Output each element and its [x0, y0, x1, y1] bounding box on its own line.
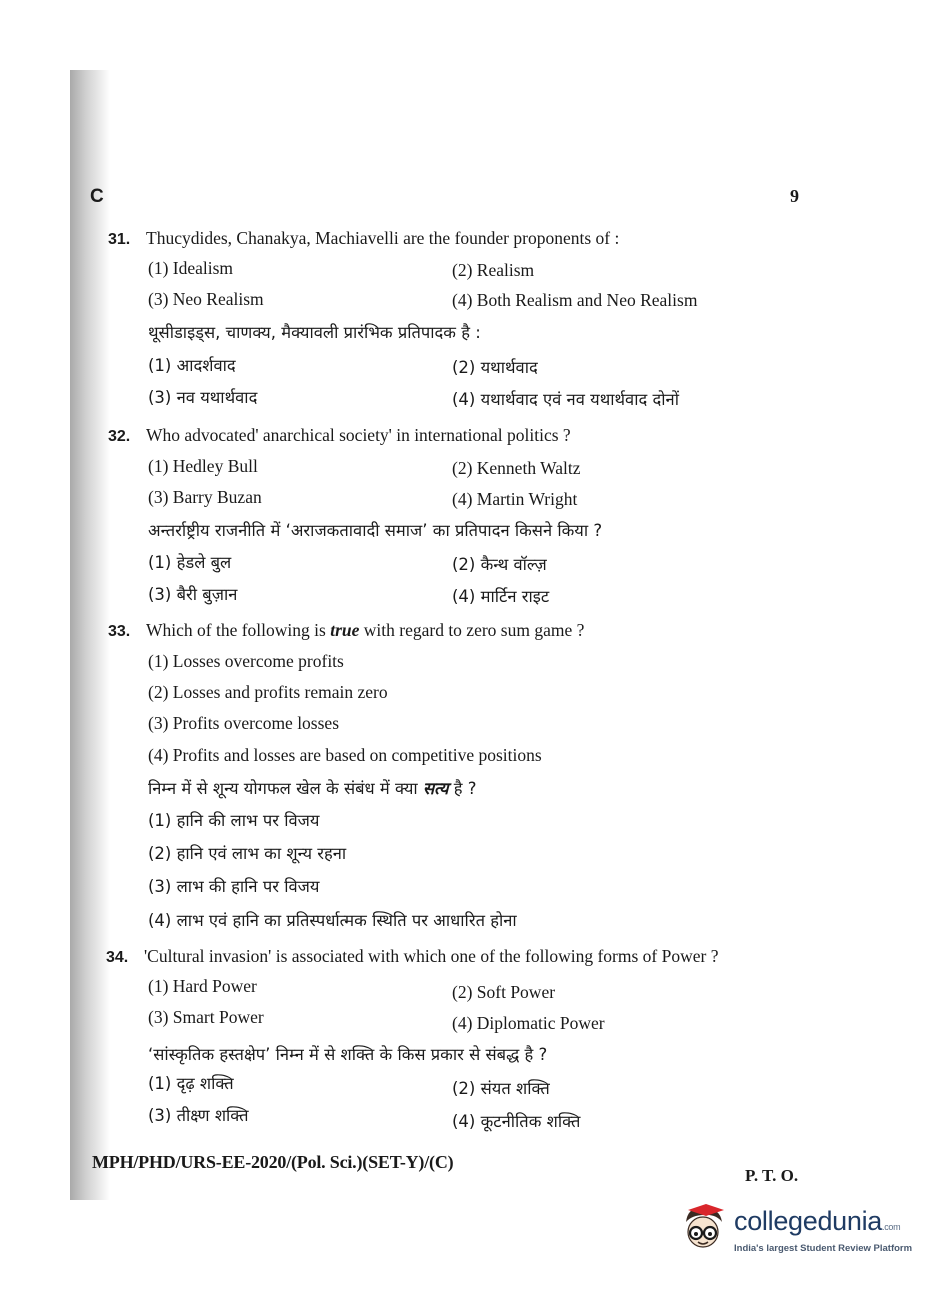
question-33-text: 33. Which of the following is true with regard to zero sum game ? [108, 620, 585, 640]
option: (3) Barry Buzan [148, 487, 262, 507]
option: (2) Soft Power [452, 982, 556, 1002]
option-hindi: (2) हानि एवं लाभ का शून्य रहना [148, 844, 347, 863]
question-34-hindi: ‘सांस्कृतिक हस्तक्षेप’ निम्न में से शक्ति के किस प्रकार से संबद्ध है ? [148, 1045, 548, 1064]
option: (4) Profits and losses are based on competitive positions [148, 745, 542, 765]
mascot-logo-icon [676, 1202, 730, 1258]
question-32-text: 32. Who advocated' anarchical society' in international politics ? [108, 425, 571, 445]
option: (2) Realism [452, 260, 535, 280]
option-hindi: (4) लाभ एवं हानि का प्रतिस्पर्धात्मक स्थिति पर आधारित होना [148, 911, 517, 930]
option: (1) Idealism [148, 258, 234, 278]
option-hindi: (2) संयत शक्ति [452, 1079, 550, 1098]
option-hindi: (1) हानि की लाभ पर विजय [148, 811, 320, 830]
option: (2) Kenneth Waltz [452, 458, 581, 478]
brand-tagline: India's largest Student Review Platform [734, 1243, 913, 1254]
option: (2) Losses and profits remain zero [148, 682, 388, 702]
option: (3) Smart Power [148, 1007, 264, 1027]
emphasis-satya: सत्य [422, 779, 449, 798]
paper-code: MPH/PHD/URS-EE-2020/(Pol. Sci.)(SET-Y)/(C) [92, 1152, 454, 1172]
option: (4) Martin Wright [452, 489, 578, 509]
option-hindi: (3) लाभ की हानि पर विजय [148, 877, 320, 896]
question-33-hindi: निम्न में से शून्य योगफल खेल के संबंध में क्या सत्य है ? [148, 779, 477, 798]
question-number: 33. [108, 623, 131, 640]
question-31-hindi: थूसीडाइड्स, चाणक्य, मैक्यावली प्रारंभिक प्रतिपादक है : [148, 323, 481, 342]
question-number: 34. [106, 949, 129, 966]
brand-tld: .com [882, 1222, 901, 1232]
option-hindi: (4) मार्टिन राइट [452, 587, 550, 606]
option-hindi: (2) यथार्थवाद [452, 358, 538, 377]
option-hindi: (1) हेडले बुल [148, 553, 232, 572]
option-hindi: (4) कूटनीतिक शक्ति [452, 1112, 581, 1131]
option-hindi: (2) कैन्थ वॉल्ज़ [452, 555, 547, 574]
set-code: C [90, 186, 104, 207]
option: (3) Neo Realism [148, 289, 264, 309]
option-hindi: (1) दृढ़ शक्ति [148, 1074, 234, 1093]
option-hindi: (4) यथार्थवाद एवं नव यथार्थवाद दोनों [452, 390, 679, 409]
option: (3) Profits overcome losses [148, 713, 340, 733]
option: (4) Both Realism and Neo Realism [452, 290, 698, 310]
option-hindi: (3) तीक्ष्ण शक्ति [148, 1106, 249, 1125]
question-number: 31. [108, 231, 131, 248]
option: (4) Diplomatic Power [452, 1013, 605, 1033]
option: (1) Losses overcome profits [148, 651, 344, 671]
collegedunia-watermark [672, 1200, 912, 1270]
option: (1) Hard Power [148, 976, 257, 996]
pto-label: P. T. O. [745, 1166, 799, 1185]
question-31-text: 31. Thucydides, Chanakya, Machiavelli are the founder proponents of : [108, 228, 620, 248]
brand-name: collegedunia [734, 1206, 883, 1236]
option-hindi: (1) आदर्शवाद [148, 356, 236, 375]
question-34-text: 34. 'Cultural invasion' is associated with which one of the following forms of Power ? [106, 946, 719, 966]
question-32-hindi: अन्तर्राष्ट्रीय राजनीति में ‘अराजकतावादी समाज’ का प्रतिपादन किसने किया ? [148, 521, 603, 540]
option-hindi: (3) नव यथार्थवाद [148, 388, 258, 407]
option-hindi: (3) बैरी बुज़ान [148, 585, 238, 604]
scan-edge-shadow [70, 70, 110, 1200]
emphasis-true: true [330, 620, 360, 640]
page-number: 9 [790, 186, 799, 206]
option: (1) Hedley Bull [148, 456, 258, 476]
question-number: 32. [108, 428, 131, 445]
